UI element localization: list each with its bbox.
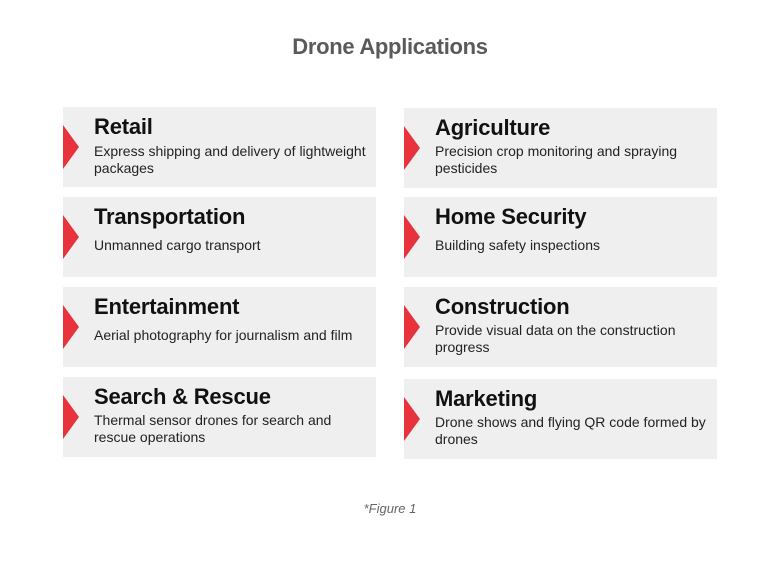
card-description: Thermal sensor drones for search and rescue operations [94, 412, 332, 445]
card-agriculture [404, 108, 717, 188]
card-description: Aerial photography for journalism and film [94, 327, 353, 343]
diagram-title: Drone Applications [292, 34, 488, 59]
chevron-right-icon [404, 305, 420, 349]
card-description: Express shipping and delivery of lightweight packages [94, 143, 366, 176]
card-title: Retail [94, 114, 153, 139]
chevron-right-icon [404, 397, 420, 441]
chevron-right-icon [404, 126, 420, 170]
chevron-right-icon [63, 215, 79, 259]
card-title: Search & Rescue [94, 384, 271, 409]
card-title: Transportation [94, 204, 246, 229]
chevron-right-icon [63, 395, 79, 439]
figure-caption: *Figure 1 [363, 501, 417, 516]
card-transportation [63, 197, 376, 277]
card-title: Agriculture [435, 115, 551, 140]
card-home-security [404, 197, 717, 277]
card-retail [63, 107, 376, 187]
card-search-rescue [63, 377, 376, 457]
card-description: Unmanned cargo transport [94, 237, 261, 253]
card-title: Construction [435, 294, 570, 319]
chevron-right-icon [63, 305, 79, 349]
card-marketing [404, 379, 717, 459]
card-description: Building safety inspections [435, 237, 600, 253]
card-entertainment [63, 287, 376, 367]
chevron-right-icon [63, 125, 79, 169]
chevron-right-icon [404, 215, 420, 259]
card-title: Entertainment [94, 294, 240, 319]
card-description: Precision crop monitoring and spraying pesticides [435, 143, 678, 176]
card-title: Marketing [435, 386, 538, 411]
card-construction [404, 287, 717, 367]
card-title: Home Security [435, 204, 587, 229]
card-description: Provide visual data on the construction progress [435, 322, 676, 355]
card-description: Drone shows and flying QR code formed by drones [435, 414, 706, 447]
